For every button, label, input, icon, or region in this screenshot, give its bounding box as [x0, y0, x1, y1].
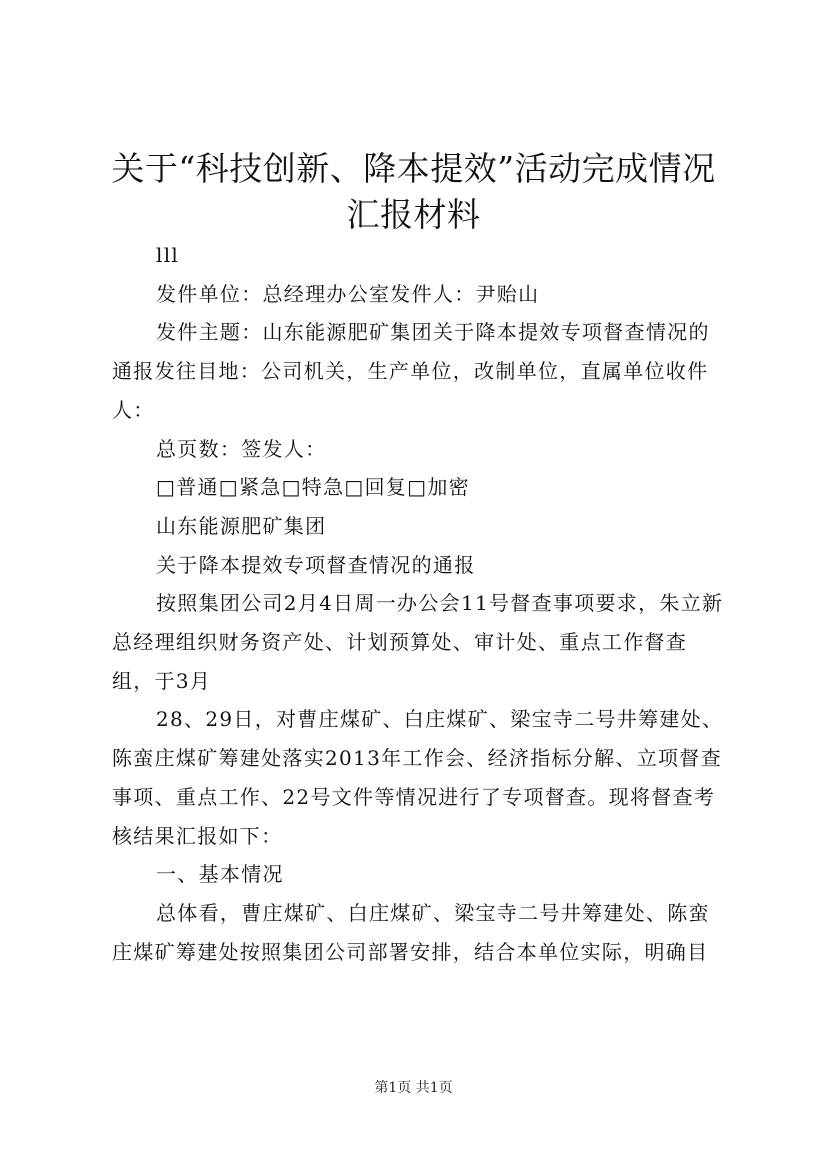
- section-heading-basic: 一、基本情况: [156, 862, 284, 887]
- paragraph-priority-options: □普通□紧急□特急□回复□加密: [156, 475, 470, 500]
- paragraph-sender: 发件单位：总经理办公室发件人：尹贻山: [156, 281, 540, 306]
- paragraph-page-count: 总页数：签发人：: [156, 436, 327, 461]
- paragraph-body-1: 按照集团公司2月4日周一办公会11号督查事项要求，朱立新总经理组织财务资产处、计划预算处、审计处、重点工作督查组，于3月: [112, 591, 724, 693]
- paragraph-body-2: 28、29日，对曹庄煤矿、白庄煤矿、梁宝寺二号井筹建处、陈蛮庄煤矿筹建处落实2013年工作会、经济指标分解、立项督查事项、重点工作、22号文件等情况进行了专项督查。现将督查考核结果汇报如下：: [112, 707, 724, 848]
- page-footer: 第1页 共1页: [374, 1080, 453, 1096]
- paragraph-code: lll: [156, 243, 180, 267]
- paragraph-notice-title: 关于降本提效专项督查情况的通报: [156, 552, 476, 577]
- paragraph-body-3: 总体看，曹庄煤矿、白庄煤矿、梁宝寺二号井筹建处、陈蛮庄煤矿筹建处按照集团公司部署安排，结合本单位实际，明确目: [112, 900, 710, 964]
- document-body: [112, 236, 727, 971]
- paragraph-subject: 发件主题：山东能源肥矿集团关于降本提效专项督查情况的通报发往目地：公司机关，生产单位，改制单位，直属单位收件人：: [112, 320, 710, 422]
- document-title: 关于“科技创新、降本提效”活动完成情况汇报材料: [111, 149, 716, 234]
- paragraph-organization: 山东能源肥矿集团: [156, 513, 327, 538]
